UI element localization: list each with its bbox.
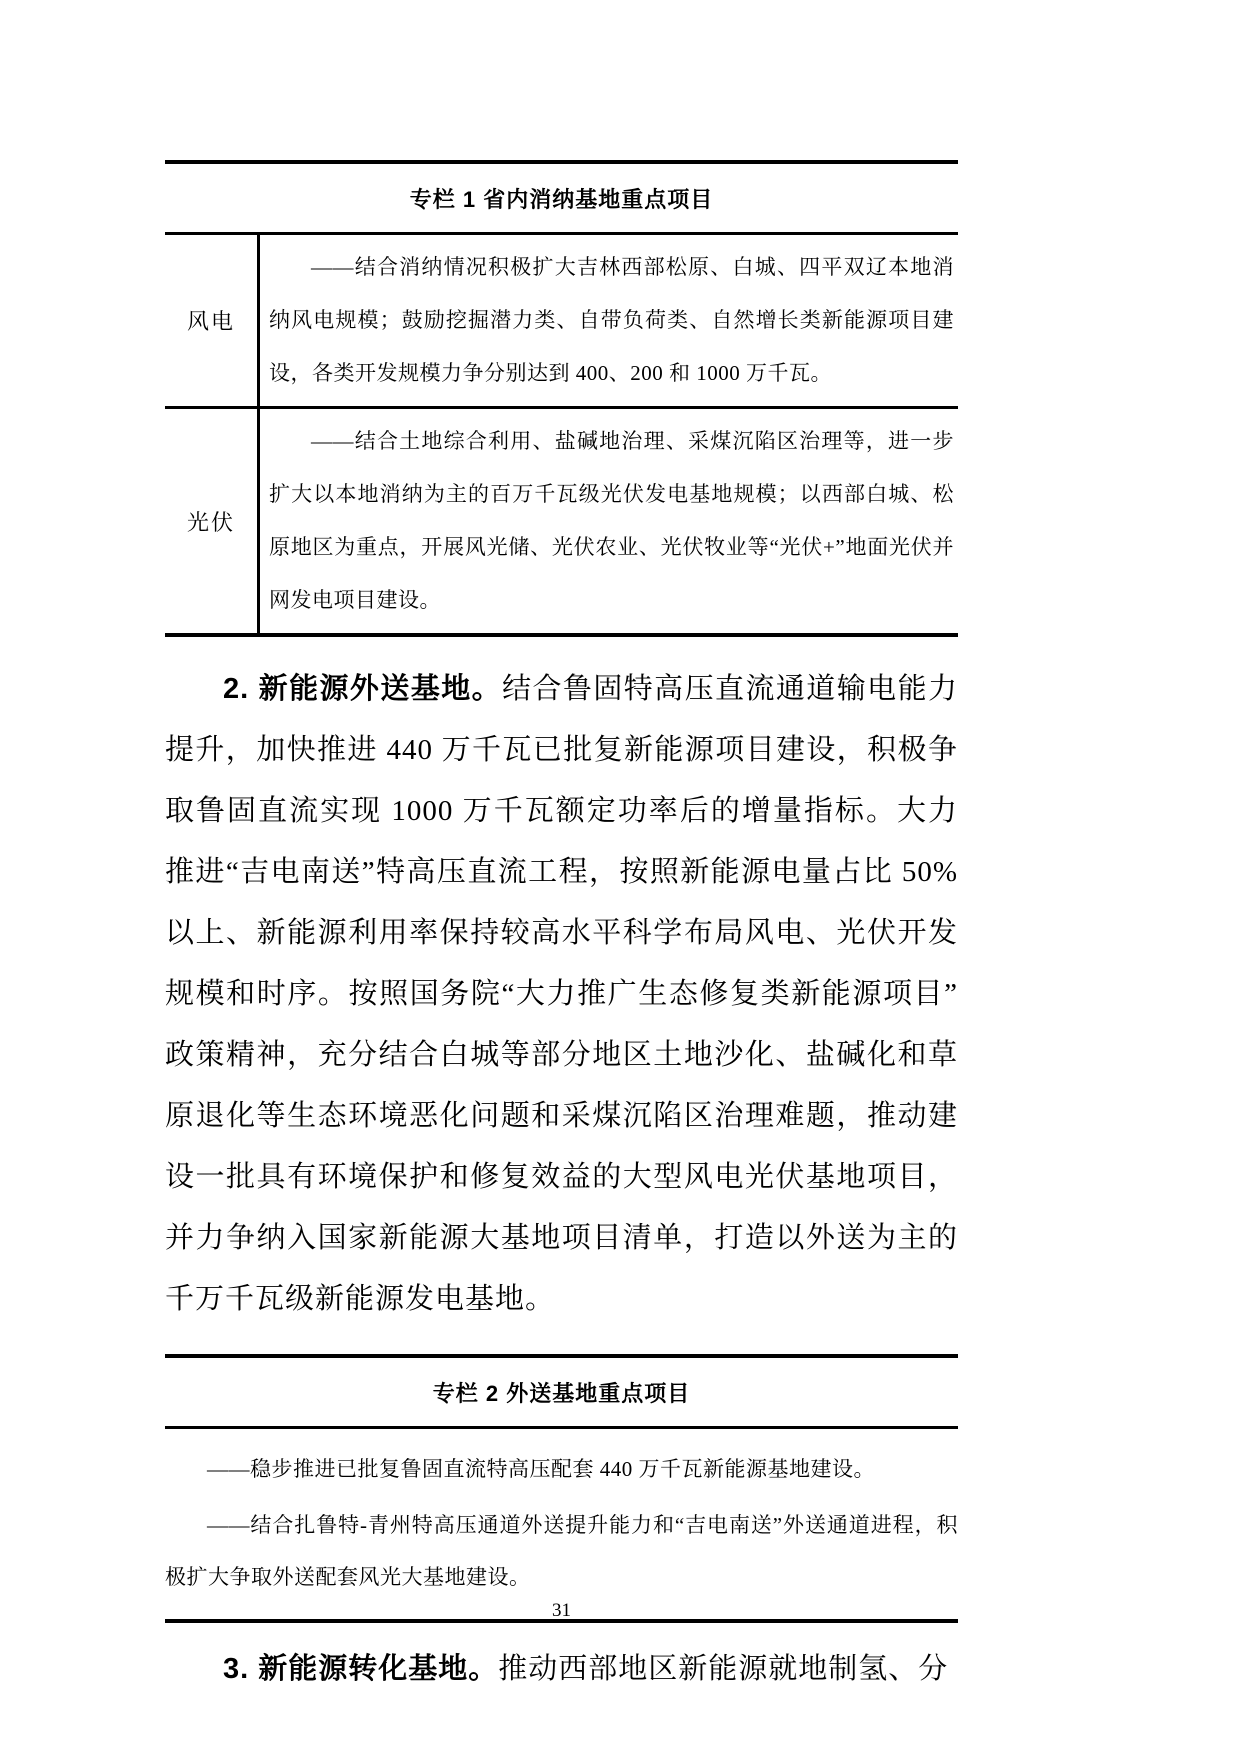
page-number: 31	[552, 1600, 571, 1621]
column-box-2-title: 专栏 2 外送基地重点项目	[165, 1358, 958, 1429]
paragraph-3-heading: 3. 新能源转化基地。	[223, 1653, 499, 1685]
paragraph-3-body: 推动西部地区新能源就地制氢、分	[498, 1653, 949, 1685]
paragraph-conversion-base	[165, 1639, 958, 1700]
column-box-1	[165, 160, 958, 637]
table-row	[165, 235, 958, 409]
wind-power-text: ——结合消纳情况积极扩大吉林西部松原、白城、四平双辽本地消纳风电规模；鼓励挖掘潜力类、自带负荷类、自然增长类新能源项目建设，各类开发规模力争分别达到 400、200 和 1000 万千瓦。	[269, 255, 954, 385]
column-box-2	[165, 1354, 958, 1623]
row-cell	[260, 409, 958, 633]
table-row	[165, 409, 958, 633]
row-label-wind-power: 风电	[165, 235, 260, 406]
row-cell	[260, 235, 958, 406]
photovoltaic-text: ——结合土地综合利用、盐碱地治理、采煤沉陷区治理等，进一步扩大以本地消纳为主的百万千瓦级光伏发电基地规模；以西部白城、松原地区为重点，开展风光储、光伏农业、光伏牧业等“光伏+”地面光伏并网发电项目建设。	[269, 429, 954, 612]
paragraph-2-heading: 2. 新能源外送基地。	[223, 673, 503, 705]
box-2-item: ——结合扎鲁特-青州特高压通道外送提升能力和“吉电南送”外送通道进程，积极扩大争取外送配套风光大基地建设。	[165, 1513, 958, 1589]
paragraph-outbound-base	[165, 659, 958, 1330]
row-label-photovoltaic: 光伏	[165, 409, 260, 633]
column-box-2-body	[165, 1429, 958, 1619]
page-content	[165, 0, 958, 1700]
paragraph-2-body: 结合鲁固特高压直流通道输电能力提升，加快推进 440 万千瓦已批复新能源项目建设，积极争取鲁固直流实现 1000 万千瓦额定功率后的增量指标。大力推进“吉电南送”特高压直流工程，按照新能源电量占比 50%以上、新能源利用率保持较高水平科学布局风电、光伏开发规模和时序。按照国务院“大力推广生态修复类新能源项目”政策精神，充分结合白城等部分地区土地沙化、盐碱化和草原退化等生态环境恶化问题和采煤沉陷区治理难题，推动建设一批具有环境保护和修复效益的大型风电光伏基地项目，并力争纳入国家新能源大基地项目清单，打造以外送为主的千万千瓦级新能源发电基地。	[165, 673, 958, 1315]
column-box-1-title: 专栏 1 省内消纳基地重点项目	[165, 164, 958, 235]
box-2-item: ——稳步推进已批复鲁固直流特高压配套 440 万千瓦新能源基地建设。	[207, 1457, 875, 1481]
